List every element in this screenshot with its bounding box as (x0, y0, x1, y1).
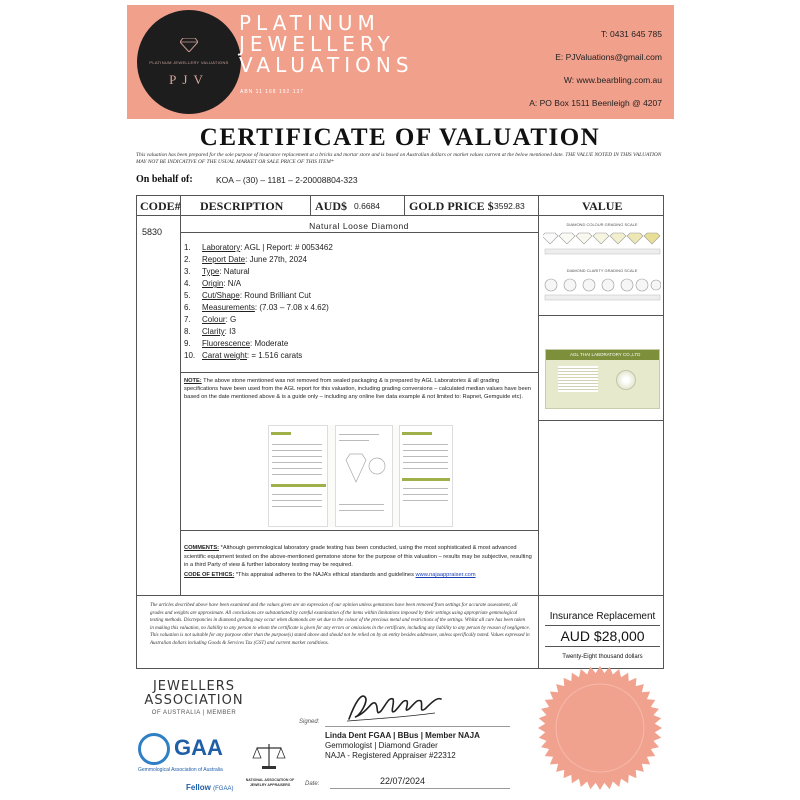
spec-row: 8. Clarity: I3 (184, 327, 236, 336)
brand-line-2: JEWELLERY (239, 32, 395, 56)
embossed-seal (535, 663, 665, 793)
column-divider (180, 195, 181, 595)
colour-grading-scale (541, 222, 663, 262)
date-label: Date: (305, 781, 320, 787)
lab-report-card-image (545, 349, 660, 409)
website-link[interactable]: W: www.bearbling.com.au (563, 75, 662, 85)
spec-row: 5. Cut/Shape: Round Brilliant Cut (184, 291, 311, 300)
aud-value: 0.6684 (354, 201, 380, 211)
brand-line-3: VALUATIONS (239, 53, 414, 77)
spec-row: 10. Carat weight: = 1.516 carats (184, 351, 303, 360)
colour-scale-gems-icon (543, 231, 661, 261)
signer-name: Linda Dent FGAA | BBus | Member NAJA (325, 731, 480, 740)
jaa-logo: JEWELLERS ASSOCIATION (144, 679, 244, 708)
report-page (268, 425, 328, 527)
fellow-title: Fellow (FGAA) (186, 783, 234, 792)
clarity-grading-scale (541, 268, 663, 308)
on-behalf-label: On behalf of: (136, 174, 193, 185)
brand-name (239, 13, 414, 76)
spec-row: 2. Report Date: June 27th, 2024 (184, 255, 307, 264)
header-row-divider (136, 215, 664, 216)
insurance-amount: AUD $28,000 (545, 625, 660, 647)
row-divider (180, 530, 538, 531)
gaa-logo-text: GAA (174, 735, 223, 760)
item-code: 5830 (142, 227, 163, 237)
spec-row: 3. Type: Natural (184, 267, 250, 276)
certificate-title: CERTIFICATE OF VALUATION (199, 124, 601, 151)
gold-price-value: 3592.83 (494, 201, 525, 211)
row-divider (136, 595, 664, 596)
logo-initials: PJV (169, 72, 209, 87)
report-page (399, 425, 453, 527)
row-divider (538, 315, 664, 316)
date-value: 22/07/2024 (380, 776, 426, 786)
brand-line-1: PLATINUM (239, 11, 380, 35)
company-logo (137, 10, 241, 114)
item-title: Natural Loose Diamond (309, 221, 409, 231)
aud-label: AUD$ (315, 199, 347, 213)
spec-row: 7. Colour: G (184, 315, 237, 324)
report-page (335, 425, 393, 527)
signer-registration: NAJA - Registered Appraiser #22312 (325, 751, 456, 760)
insurance-value-box (545, 611, 660, 665)
description-column-header: DESCRIPTION (200, 199, 284, 213)
logo-small-text: PLATINUM JEWELLERY VALUATIONS (149, 60, 229, 65)
header-banner (127, 5, 674, 119)
clarity-scale-title: DIAMOND CLARITY GRADING SCALE (566, 268, 638, 273)
signed-label: Signed: (299, 719, 320, 725)
code-column-header: CODE# (140, 199, 181, 213)
row-divider (180, 232, 538, 233)
gaa-logo-icon (138, 733, 170, 765)
column-divider (404, 195, 405, 215)
code-of-ethics: CODE OF ETHICS: *This appraisal adheres to the NAJA’s ethical standards and guidelines www.najaappraiser.com (184, 572, 476, 578)
signature-line (325, 726, 510, 727)
diamond-icon (180, 38, 198, 52)
spec-row: 4. Origin: N/A (184, 279, 242, 288)
abn-number: ABN 11 168 192 137 (240, 89, 305, 95)
phone-number: T: 0431 645 785 (601, 29, 662, 39)
spec-row: 9. Fluorescence: Moderate (184, 339, 289, 348)
diamond-stone-icon (616, 370, 636, 390)
spec-row: 6. Measurements: (7.03 – 7.08 x 4.62) (184, 303, 329, 312)
spec-row: 1. Laboratory: AGL | Report: # 0053462 (184, 243, 333, 252)
seal-shape (538, 666, 662, 790)
naja-link[interactable]: www.najaappraiser.com (415, 572, 476, 578)
lab-card-title: AGL THAI LABORATORY CO.,LTD (570, 352, 641, 357)
insurance-label: Insurance Replacement (549, 611, 656, 622)
column-divider (310, 195, 311, 215)
on-behalf-value: KOA – (30) – 1181 – 2-20008804-323 (216, 175, 358, 185)
row-divider (538, 420, 664, 421)
disclaimer-paragraph: The articles described above have been examined and the values given are an expression of our opinion unless gemstones have been removed from settings for accurate assessment, all grades and weights are approximate. All conclusions are substantiated by careful examination of the items within limitations imposed by their settings using appropriate gemmological testing methods. Discrepancies in diamond grading may occur when diamonds are set due to the colour of the precious metal and restrictions of the settings. Whilst all care has been taken in making this valuation, no liability to any person to whom the certificate is given for any errors or omissions in the certificate, including any liability to any person by reason of negligence. This valuation is not suitable for any purpose other than the purpose(s) stated above and should not be relied on by an entity besides addressee, unless specifically noted. Values expressed in Australian dollars including Goods & Services Tax (GST) and current market conditions. (150, 603, 530, 646)
colour-scale-title: DIAMOND COLOUR GRADING SCALE (566, 222, 638, 227)
note-paragraph: NOTE: The above stone mentioned was not removed from sealed packaging & is prepared by AGL Laboratories & all grading specifications have been used from the AGL report for this valuation, including grading conversions – calculated median values have been based on the date mentioned above & is a guide only – including any online live data example & not limited to: Rapnet, Gemguide etc). (184, 378, 531, 400)
certificate-intro: This valuation has been prepared for the sole purpose of insurance replacement at a bricks and mortar store and is based on Australian dollars or market values current at the below mentioned date. THE VALUE NOTED IN THIS VALUATION MAY NOT BE INDICATIVE OF THE USUAL MARKET OR SALE PRICE OF THIS ITEM* (136, 152, 662, 165)
date-line (330, 788, 510, 789)
lab-report-image (268, 425, 453, 527)
jaa-member-text: OF AUSTRALIA | MEMBER (151, 710, 237, 716)
scales-of-justice-icon (252, 742, 286, 770)
insurance-amount-words: Twenty-Eight thousand dollars (562, 654, 643, 660)
email-address[interactable]: E: PJValuations@gmail.com (555, 52, 662, 62)
naja-logo-text: NATIONAL ASSOCIATION OF JEWELRY APPRAISERS (245, 778, 295, 787)
signer-title: Gemmologist | Diamond Grader (325, 741, 438, 750)
value-column-header: VALUE (582, 199, 623, 213)
clarity-scale-gems-icon (543, 277, 661, 307)
gaa-full-name: Gemmological Association of Australia (138, 767, 223, 773)
diamond-diagram-icon (344, 448, 386, 488)
comments-paragraph: COMMENTS: *Although gemmological laboratory grade testing has been conducted, using the most sophisticated & most advanced scientific equipment tested on the above-mentioned gemstone stone for the purpose of this valuation – results may be subjective, resulting in a third Party of view & further laboratory testing may be required. (184, 545, 532, 568)
signer-details (325, 731, 480, 761)
gold-price-label: GOLD PRICE $ (409, 199, 494, 213)
postal-address: A: PO Box 1511 Beenleigh @ 4207 (529, 98, 662, 108)
handwritten-signature (345, 683, 445, 725)
row-divider (180, 372, 538, 373)
column-divider (538, 195, 539, 669)
